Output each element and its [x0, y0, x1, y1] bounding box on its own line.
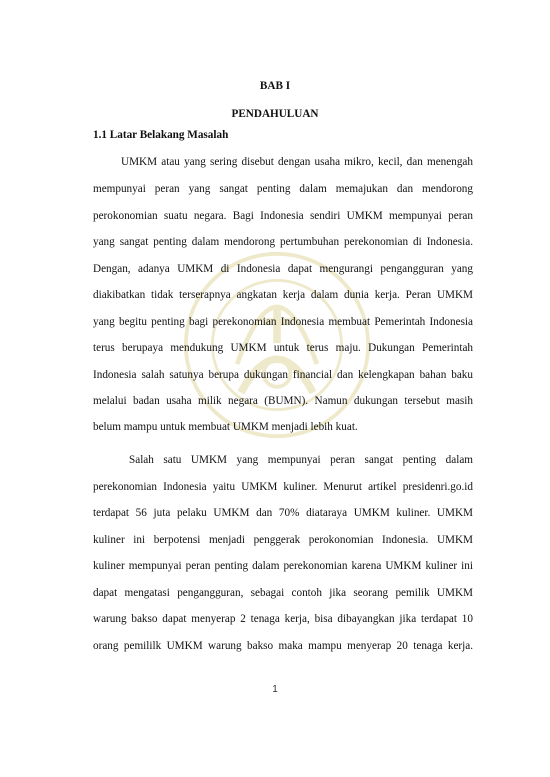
paragraph-line: perekonomian Indonesia yaitu UMKM kuliner. Menurut artikel presidenri.go.id — [93, 481, 473, 493]
paragraph-line: Dengan, adanya UMKM di Indonesia dapat mengurangi pengangguran yang — [93, 263, 473, 275]
paragraph-line: orang pemililk UMKM warung bakso maka mampu menyerap 20 tenaga kerja. — [93, 640, 473, 652]
paragraph-line: Salah satu UMKM yang mempunyai peran sangat penting dalam — [129, 454, 473, 466]
chapter-title: PENDAHULUAN — [231, 108, 319, 120]
paragraph-line: kuliner ini berpotensi menjadi penggerak perokonomian Indonesia. UMKM — [93, 534, 473, 546]
paragraph-line: UMKM atau yang sering disebut dengan usaha mikro, kecil, dan menengah — [121, 156, 473, 168]
paragraph-line: terus berupaya mendukung UMKM untuk terus maju. Dukungan Pemerintah — [93, 342, 473, 354]
paragraph-line: diakibatkan tidak terserapnya angkatan kerja dalam dunia kerja. Peran UMKM — [93, 289, 473, 301]
paragraph-line: Indonesia salah satunya berupa dukungan financial dan kelengkapan bahan baku — [93, 369, 473, 381]
paragraph-line: kuliner mempunyai peran penting dalam perekonomian karena UMKM kuliner ini — [93, 560, 473, 572]
page-number: 1 — [272, 684, 278, 695]
paragraph-line: terdapat 56 juta pelaku UMKM dan 70% diataraya UMKM kuliner. UMKM — [93, 507, 473, 519]
paragraph-line: yang sangat penting dalam mendorong pertumbuhan perekonomian di Indonesia. — [93, 236, 473, 248]
paragraph-line: mempunyai peran yang sangat penting dalam memajukan dan mendorong — [93, 183, 473, 195]
paragraph-line: perokonomian suatu negara. Bagi Indonesia sendiri UMKM mempunyai peran — [93, 210, 473, 222]
section-heading: 1.1 Latar Belakang Masalah — [93, 129, 229, 141]
paragraph-line: dapat mengatasi pengangguran, sebagai contoh jika seorang pemilik UMKM — [93, 587, 473, 599]
paragraph-line: melalui badan usaha milik negara (BUMN). Namun dukungan tersebut masih — [93, 395, 473, 407]
paragraph-line: yang begitu penting bagi perekonomian Indonesia membuat Pemerintah Indonesia — [93, 316, 473, 328]
chapter-label: BAB I — [259, 80, 291, 92]
paragraph-line: warung bakso dapat menyerap 2 tenaga kerja, bisa dibayangkan jika terdapat 10 — [93, 613, 473, 625]
paragraph-line: belum mampu untuk membuat UMKM menjadi lebih kuat. — [93, 421, 358, 433]
